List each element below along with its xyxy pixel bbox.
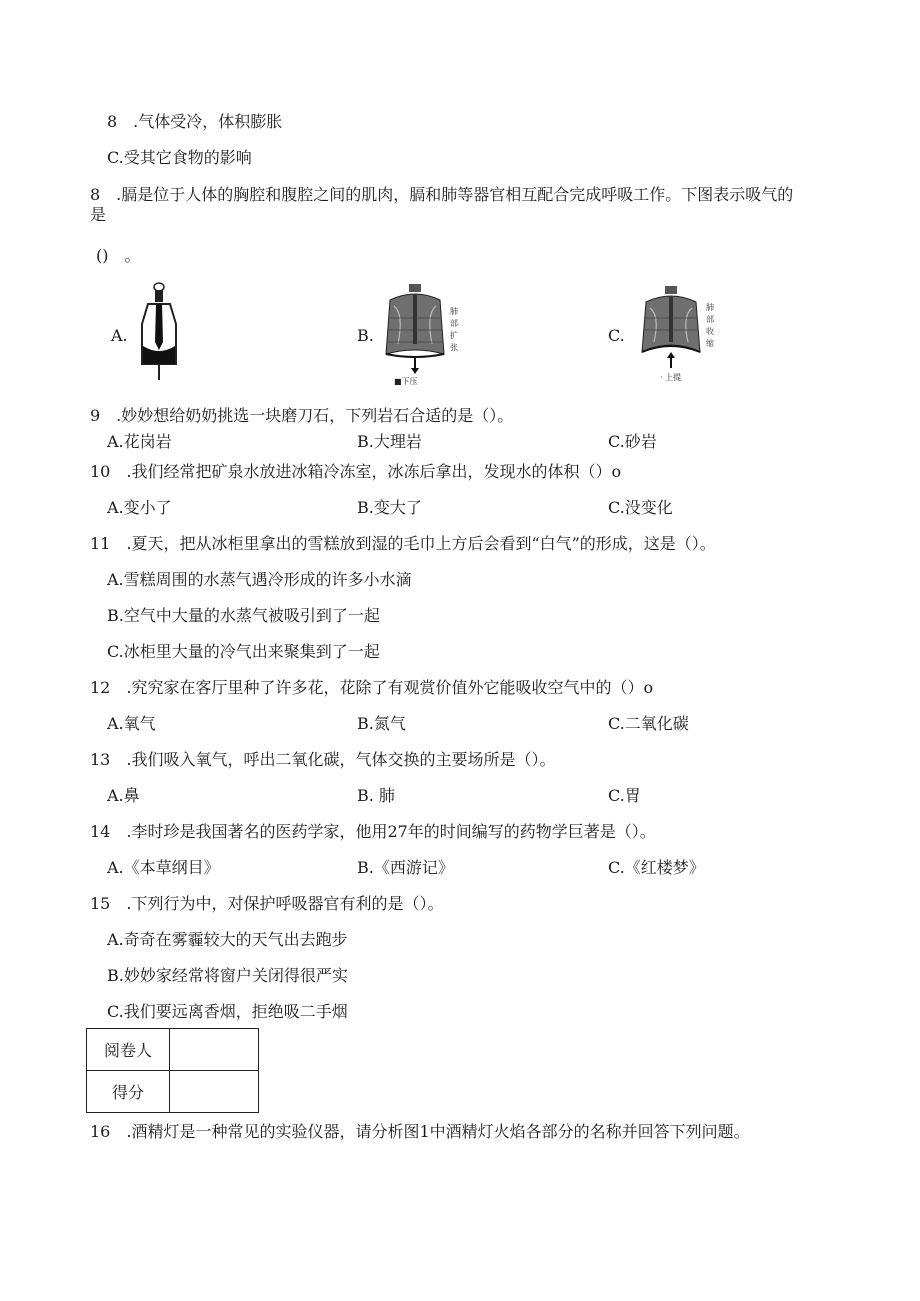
q8-option-c-label: C. xyxy=(608,326,625,345)
question-13-stem: 13 .我们吸入氧气，呼出二氧化碳，气体交换的主要场所是（）。 xyxy=(90,750,556,769)
q10-option-a: A.变小了 xyxy=(107,498,172,517)
question-16-stem: 16 .酒精灯是一种常见的实验仪器，请分析图1中酒精灯火焰各部分的名称并回答下列问题。 xyxy=(90,1122,750,1141)
chest-diaphragm-down-image xyxy=(380,284,462,388)
question-8-stem-cont: 是 xyxy=(90,205,107,224)
svg-text:收: 收 xyxy=(706,327,714,336)
q10-option-b: B.变大了 xyxy=(357,498,422,517)
q15-option-c: C.我们要远离香烟，拒绝吸二手烟 xyxy=(107,1002,348,1021)
question-8-blank: () 。 xyxy=(96,246,141,265)
q11-option-c: C.冰柜里大量的冷气出来聚集到了一起 xyxy=(107,642,380,661)
reviewer-label: 阅卷人 xyxy=(87,1029,170,1071)
question-15-stem: 15 .下列行为中，对保护呼吸器官有利的是（）。 xyxy=(90,894,444,913)
q9-option-a: A.花岗岩 xyxy=(107,432,172,451)
chest-diaphragm-up-image xyxy=(636,286,718,386)
svg-text:部: 部 xyxy=(450,319,458,328)
b-side-label: 肺 xyxy=(450,307,458,316)
question-12-stem: 12 .究究家在客厅里种了许多花，花除了有观赏价值外它能吸收空气中的（）o xyxy=(90,678,654,697)
c-caption: · 上提 xyxy=(660,373,682,382)
q8-option-a-label: A. xyxy=(111,326,128,345)
score-label: 得分 xyxy=(87,1071,170,1113)
q12-option-b: B.氮气 xyxy=(357,714,406,733)
q9-option-b: B.大理岩 xyxy=(357,432,422,451)
question-14-stem: 14 .李时珍是我国著名的医药学家，他用27年的时间编写的药物学巨著是（）。 xyxy=(90,822,656,841)
bell-jar-model-image xyxy=(136,280,182,384)
svg-text:部: 部 xyxy=(706,315,714,324)
q14-option-a: A.《本草纲目》 xyxy=(107,858,220,877)
q15-option-a: A.奇奇在雾霾较大的天气出去跑步 xyxy=(107,930,348,949)
q13-option-b: B. 肺 xyxy=(357,786,395,805)
q12-option-c: C.二氧化碳 xyxy=(608,714,689,733)
svg-text:张: 张 xyxy=(450,343,458,352)
question-9-stem: 9 .妙妙想给奶奶挑选一块磨刀石，下列岩石合适的是（）。 xyxy=(90,406,514,425)
q13-option-c: C.胃 xyxy=(608,786,641,805)
q15-option-b: B.妙妙家经常将窗户关闭得很严实 xyxy=(107,966,348,985)
reviewer-field[interactable] xyxy=(170,1029,259,1071)
question-line: 8 .气体受冷，体积膨胀 xyxy=(107,112,283,131)
question-10-stem: 10 .我们经常把矿泉水放进冰箱冷冻室，冰冻后拿出，发现水的体积（）o xyxy=(90,462,622,481)
score-box xyxy=(86,1028,259,1113)
question-8-stem: 8 .膈是位于人体的胸腔和腹腔之间的肌肉，膈和肺等器官相互配合完成呼吸工作。下图表示吸气的 xyxy=(90,185,794,204)
q12-option-a: A.氧气 xyxy=(107,714,156,733)
option-c-line: C.受其它食物的影响 xyxy=(107,148,252,167)
b-caption: ■下压 xyxy=(394,377,418,386)
question-11-stem: 11 .夏天，把从冰柜里拿出的雪糕放到湿的毛巾上方后会看到“白气”的形成，这是（）。 xyxy=(90,534,716,553)
svg-text:缩: 缩 xyxy=(706,339,714,348)
q8-option-b-label: B. xyxy=(357,326,374,345)
svg-text:肺: 肺 xyxy=(706,303,714,312)
q14-option-c: C.《红楼梦》 xyxy=(608,858,705,877)
q11-option-b: B.空气中大量的水蒸气被吸引到了一起 xyxy=(107,606,380,625)
q10-option-c: C.没变化 xyxy=(608,498,673,517)
svg-text:扩: 扩 xyxy=(450,331,458,340)
q14-option-b: B.《西游记》 xyxy=(357,858,454,877)
q9-option-c: C.砂岩 xyxy=(608,432,657,451)
score-field[interactable] xyxy=(170,1071,259,1113)
q11-option-a: A.雪糕周围的水蒸气遇冷形成的许多小水滴 xyxy=(107,570,412,589)
q13-option-a: A.鼻 xyxy=(107,786,140,805)
